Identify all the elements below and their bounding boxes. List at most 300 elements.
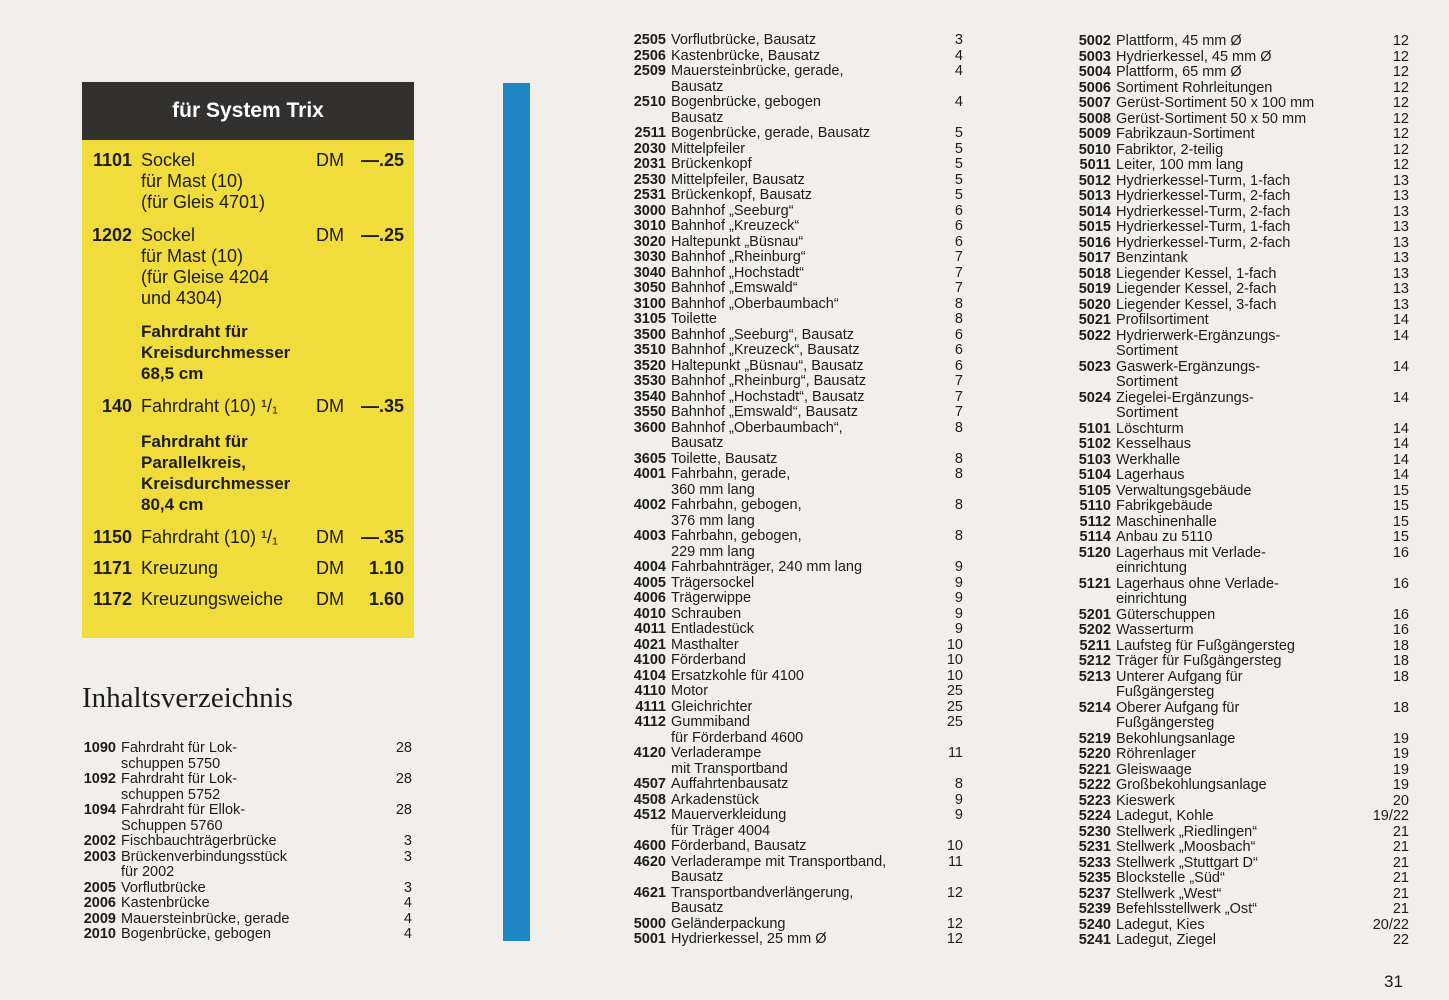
entry-page: 25	[946, 683, 963, 699]
entry-number	[630, 545, 666, 561]
entry-name: Liegender Kessel, 2-fach	[1116, 281, 1277, 297]
currency: DM	[316, 396, 344, 416]
entry-name: Toilette, Bausatz	[671, 450, 778, 467]
entry-number	[1075, 716, 1111, 732]
index-entry	[1075, 654, 1409, 670]
entry-page: 13	[1392, 188, 1409, 204]
entry-name: Masthalter	[671, 636, 739, 653]
entry-page: 19	[1392, 761, 1409, 778]
entry-name: Bahnhof „Hochstadt“	[671, 264, 804, 281]
entry-page: 5	[954, 187, 963, 203]
entry-number: 5007	[1078, 95, 1111, 111]
entry-page: 5	[954, 171, 963, 188]
entry-name: Gerüst-Sortiment 50 x 50 mm	[1116, 110, 1307, 127]
entry-name: Liegender Kessel, 1-fach	[1116, 265, 1277, 282]
entry-page: 25	[946, 714, 963, 730]
entry-number	[1075, 685, 1111, 701]
entry-number: 5023	[1078, 358, 1111, 375]
entry-page	[1361, 716, 1409, 732]
index-entry	[1075, 391, 1409, 407]
entry-page: 9	[954, 590, 963, 606]
entry-name: Sortiment	[1116, 374, 1179, 390]
index-entry	[630, 607, 963, 623]
entry-name: Fußgängersteg	[1116, 715, 1215, 731]
entry-name: Bahnhof „Rheinburg“	[671, 249, 806, 265]
entry-page: 8	[954, 497, 963, 513]
entry-number	[1075, 406, 1111, 422]
index-entry	[630, 33, 963, 49]
entry-number: 2010	[83, 926, 116, 942]
entry-page: 8	[954, 528, 963, 544]
entry-number: 3540	[633, 388, 666, 405]
entry-page	[1361, 685, 1409, 701]
entry-page: 7	[954, 373, 963, 389]
index-entry	[630, 700, 963, 716]
index-entry	[1075, 34, 1409, 50]
entry-name: Fabrikgebäude	[1116, 498, 1213, 514]
entry-number: 4512	[633, 807, 666, 823]
item-price: 1.10	[368, 558, 404, 578]
entry-page: 6	[954, 357, 963, 374]
entry-page: 9	[954, 605, 963, 622]
index-entry	[1075, 887, 1409, 903]
index-entry	[630, 204, 963, 220]
entry-name: Benzintank	[1116, 250, 1188, 266]
entry-page: 12	[1392, 157, 1409, 173]
entry-number: 5010	[1078, 141, 1111, 158]
index-entry	[1075, 298, 1409, 314]
entry-name: 360 mm lang	[671, 481, 755, 498]
entry-number: 2531	[633, 187, 666, 203]
entry-number: 3530	[633, 373, 666, 389]
index-entry	[630, 545, 963, 561]
entry-page: 19	[1392, 746, 1409, 762]
entry-page: 10	[946, 667, 963, 684]
index-entry	[82, 927, 412, 943]
entry-name: Bogenbrücke, gebogen	[121, 926, 271, 942]
entry-number: 3050	[633, 280, 666, 296]
index-entry	[82, 819, 412, 835]
entry-page: 7	[954, 249, 963, 265]
entry-name: Mauersteinbrücke, gerade	[121, 910, 290, 927]
entry-number: 4003	[633, 528, 666, 544]
entry-number: 5224	[1078, 808, 1111, 824]
index-entry	[630, 281, 963, 297]
entry-name: 376 mm lang	[671, 512, 755, 529]
entry-page: 11	[947, 745, 963, 761]
entry-number: 4005	[633, 574, 666, 591]
index-entry	[1075, 127, 1409, 143]
entry-page: 12	[1392, 110, 1409, 127]
entry-number: 5017	[1078, 250, 1111, 266]
entry-name: Toilette	[671, 311, 717, 327]
index-entry	[82, 803, 412, 819]
index-entry	[630, 374, 963, 390]
entry-number: 4011	[634, 621, 666, 637]
entry-name: Bahnhof „Rheinburg“, Bausatz	[671, 373, 867, 389]
entry-page: 9	[954, 807, 963, 823]
entry-number: 5020	[1078, 296, 1111, 313]
index-entry	[1075, 825, 1409, 841]
index-entry	[630, 452, 963, 468]
index-entry	[1075, 763, 1409, 779]
entry-name: Gerüst-Sortiment 50 x 100 mm	[1116, 95, 1315, 111]
index-entry	[82, 896, 412, 912]
entry-page: 8	[954, 295, 963, 312]
item-price: —.35	[360, 527, 404, 547]
entry-page: 8	[954, 466, 963, 482]
entry-number: 5239	[1078, 901, 1111, 917]
entry-number: 4600	[633, 838, 666, 854]
entry-name: Bahnhof „Kreuzeck“, Bausatz	[671, 342, 860, 358]
trix-item-1150	[82, 527, 404, 548]
entry-page: 8	[954, 419, 963, 436]
entry-name: Bahnhof „Emswald“	[671, 280, 798, 296]
entry-number: 2006	[83, 895, 116, 911]
index-entry	[630, 731, 963, 747]
entry-name: Anbau zu 5110	[1116, 529, 1213, 545]
entry-number: 2510	[633, 94, 666, 110]
index-entry	[1075, 499, 1409, 515]
entry-page	[929, 731, 963, 747]
item-number: 1172	[92, 589, 132, 609]
index-entry	[630, 142, 963, 158]
item-name: Kreuzung	[141, 558, 219, 578]
index-entry	[630, 467, 963, 483]
entry-name: einrichtung	[1116, 560, 1187, 576]
index-entry	[1075, 360, 1409, 376]
entry-page: 20	[1392, 792, 1409, 809]
index-entry	[630, 808, 963, 824]
entry-number: 5014	[1078, 203, 1111, 220]
item-detail: für Mast (10)	[141, 171, 244, 191]
entry-name: Förderband, Bausatz	[671, 838, 807, 854]
index-entry	[82, 788, 412, 804]
entry-name: Ersatzkohle für 4100	[671, 667, 804, 684]
entry-number: 5105	[1078, 482, 1111, 499]
entry-name: Auffahrtenbausatz	[671, 776, 789, 792]
entry-page: 10	[946, 838, 963, 854]
entry-page: 4	[403, 895, 412, 911]
trix-header: für System Trix	[82, 82, 414, 140]
entry-number: 5019	[1078, 281, 1111, 297]
entry-name: Fahrbahn, gerade,	[671, 466, 791, 482]
entry-name: Unterer Aufgang für	[1116, 668, 1243, 685]
entry-page: 15	[1392, 513, 1409, 530]
entry-name: Gummiband	[671, 714, 750, 730]
entry-number: 3010	[633, 218, 666, 234]
index-entry	[630, 266, 963, 282]
index-entry	[1075, 81, 1409, 97]
entry-number	[630, 731, 666, 747]
index-entry	[630, 917, 963, 933]
entry-page: 12	[1392, 33, 1409, 49]
entry-name: Bausatz	[671, 869, 724, 885]
entry-number: 2509	[633, 63, 666, 79]
entry-page: 14	[1392, 312, 1409, 328]
entry-page: 21	[1392, 823, 1409, 840]
index-entry	[1075, 871, 1409, 887]
entry-name: Hydrierwerk-Ergänzungs-	[1116, 327, 1281, 344]
index-entry	[630, 638, 963, 654]
index-entry	[1075, 840, 1409, 856]
index-column-3	[1075, 34, 1409, 949]
entry-name: Stellwerk „Moosbach“	[1116, 839, 1256, 855]
entry-page: 4	[954, 47, 963, 64]
entry-page: 10	[946, 636, 963, 653]
index-entry	[630, 839, 963, 855]
entry-page: 14	[1392, 436, 1409, 452]
index-entry	[1075, 329, 1409, 345]
entry-page: 7	[954, 404, 963, 420]
entry-number: 4021	[633, 636, 666, 653]
entry-name: Förderband	[671, 652, 746, 668]
index-entry	[630, 777, 963, 793]
index-entry	[630, 235, 963, 251]
item-detail: (für Gleise 4204	[141, 267, 270, 287]
index-entry	[630, 653, 963, 669]
index-entry	[630, 483, 963, 499]
entry-number	[82, 757, 116, 773]
entry-number: 5021	[1078, 312, 1111, 328]
entry-page: 18	[1392, 637, 1409, 654]
entry-page: 6	[954, 342, 963, 358]
entry-page: 19/22	[1372, 808, 1409, 824]
entry-page: 11	[947, 853, 963, 870]
index-entry	[630, 390, 963, 406]
entry-page: 13	[1392, 296, 1409, 313]
entry-name: Hydrierkessel, 45 mm Ø	[1116, 48, 1272, 65]
index-entry	[1075, 670, 1409, 686]
index-entry	[1075, 592, 1409, 608]
entry-name: Brückenverbindungsstück	[121, 848, 288, 865]
entry-page: 12	[946, 884, 963, 901]
currency: DM	[316, 225, 344, 245]
entry-page	[929, 824, 963, 840]
entry-number: 3510	[633, 342, 666, 358]
entry-page	[1361, 561, 1409, 577]
entry-name: Sortiment	[1116, 343, 1179, 359]
index-entry	[630, 498, 963, 514]
entry-page	[929, 901, 963, 917]
entry-name: Verladerampe mit Transportband,	[671, 853, 887, 870]
entry-number	[82, 788, 116, 804]
index-entry	[1075, 546, 1409, 562]
entry-name: Stellwerk „West“	[1116, 885, 1222, 902]
currency: DM	[316, 527, 344, 547]
entry-page	[1361, 592, 1409, 608]
entry-number: 5221	[1078, 761, 1111, 778]
entry-name: Fahrbahnträger, 240 mm lang	[671, 559, 863, 575]
entry-name: Fußgängersteg	[1116, 684, 1215, 700]
trix-item-140	[82, 396, 404, 417]
index-entry	[1075, 96, 1409, 112]
entry-number: 5220	[1078, 746, 1111, 762]
entry-page: 10	[946, 652, 963, 668]
entry-number: 5235	[1078, 870, 1111, 886]
entry-number	[630, 870, 666, 886]
item-detail: und 4304)	[141, 288, 223, 308]
entry-number: 4112	[634, 714, 666, 730]
entry-name: Fabrikzaun-Sortiment	[1116, 126, 1255, 142]
entry-page: 6	[954, 202, 963, 219]
entry-name: schuppen 5752	[121, 786, 221, 803]
entry-number: 5015	[1078, 219, 1111, 235]
entry-page: 9	[954, 621, 963, 637]
entry-page	[929, 111, 963, 127]
entry-number: 4004	[633, 559, 666, 575]
entry-name: Bahnhof „Hochstadt“, Bausatz	[671, 388, 865, 405]
entry-page: 5	[954, 140, 963, 157]
entry-page: 20/22	[1372, 916, 1409, 933]
entry-name: Hydrierkessel-Turm, 1-fach	[1116, 172, 1291, 189]
entry-name: Befehlsstellwerk „Ost“	[1116, 901, 1258, 917]
index-entry	[630, 111, 963, 127]
entry-name: Röhrenlager	[1116, 746, 1196, 762]
entry-page: 12	[1392, 79, 1409, 96]
entry-page: 28	[395, 802, 412, 818]
index-entry	[1075, 344, 1409, 360]
index-title: Inhaltsverzeichnis	[82, 682, 293, 714]
entry-name: Haltepunkt „Büsnau“, Bausatz	[671, 357, 864, 374]
entry-number: 5002	[1078, 33, 1111, 49]
entry-name: Transportbandverlängerung,	[671, 884, 854, 901]
entry-number: 5003	[1078, 48, 1111, 65]
index-entry	[1075, 189, 1409, 205]
index-entry	[1075, 158, 1409, 174]
index-entry	[1075, 251, 1409, 267]
index-entry	[1075, 313, 1409, 329]
entry-name: Bausatz	[671, 900, 724, 916]
entry-page: 14	[1392, 327, 1409, 344]
index-entry	[630, 188, 963, 204]
entry-name: 229 mm lang	[671, 543, 755, 560]
entry-page: 13	[1392, 172, 1409, 189]
entry-name: Gleiswaage	[1116, 761, 1192, 778]
index-entry	[630, 173, 963, 189]
entry-number: 5114	[1079, 529, 1111, 545]
item-number: 1101	[92, 150, 132, 170]
entry-page	[929, 80, 963, 96]
entry-page: 14	[1392, 467, 1409, 483]
entry-number: 4100	[633, 652, 666, 668]
index-entry	[1075, 143, 1409, 159]
index-entry	[1075, 794, 1409, 810]
entry-number: 5222	[1078, 777, 1111, 793]
index-entry	[1075, 685, 1409, 701]
entry-number: 2031	[633, 156, 666, 172]
entry-number: 4120	[633, 745, 666, 761]
index-entry	[1075, 732, 1409, 748]
entry-name: Sortiment Rohrleitungen	[1116, 79, 1273, 96]
index-entry	[630, 560, 963, 576]
entry-page	[1361, 344, 1409, 360]
entry-name: Motor	[671, 683, 709, 699]
entry-page: 14	[1392, 358, 1409, 375]
entry-number: 5104	[1078, 467, 1111, 483]
index-entry	[1075, 453, 1409, 469]
entry-page: 3	[403, 879, 412, 896]
entry-page: 15	[1392, 529, 1409, 545]
entry-page: 4	[403, 926, 412, 942]
entry-name: Fischbauchträgerbrücke	[121, 833, 277, 849]
index-entry	[630, 343, 963, 359]
trix-item-1171	[82, 558, 404, 579]
index-entry	[1075, 809, 1409, 825]
entry-name: Stellwerk „Stuttgart D“	[1116, 854, 1258, 871]
entry-page: 13	[1392, 219, 1409, 235]
index-column-1	[82, 741, 412, 943]
entry-number: 1094	[83, 802, 116, 818]
entry-page: 18	[1392, 653, 1409, 669]
entry-page	[929, 762, 963, 778]
entry-number: 2506	[633, 47, 666, 64]
entry-number: 2030	[633, 140, 666, 157]
index-entry	[630, 932, 963, 948]
entry-number: 5110	[1079, 498, 1111, 514]
entry-page	[1361, 406, 1409, 422]
entry-name: Mittelpfeiler	[671, 140, 746, 157]
entry-name: Lagerhaus mit Verlade-	[1116, 544, 1266, 561]
entry-page	[1361, 375, 1409, 391]
entry-page: 28	[395, 771, 412, 787]
entry-number: 3520	[633, 357, 666, 374]
entry-name: Geländerpackung	[671, 915, 786, 932]
entry-name: für Träger 4004	[671, 822, 771, 839]
trix-body	[82, 140, 414, 610]
index-entry	[630, 576, 963, 592]
entry-number	[1075, 375, 1111, 391]
entry-name: Kesselhaus	[1116, 436, 1191, 452]
index-entry	[630, 622, 963, 638]
index-entry	[82, 865, 412, 881]
entry-page	[929, 483, 963, 499]
entry-number: 5001	[633, 931, 666, 947]
entry-page	[929, 436, 963, 452]
entry-number: 3100	[633, 295, 666, 312]
entry-number: 5102	[1078, 436, 1111, 452]
item-number: 1202	[91, 225, 132, 245]
entry-name: Lagerhaus	[1116, 467, 1185, 483]
index-entry	[630, 250, 963, 266]
index-entry	[1075, 422, 1409, 438]
index-entry	[1075, 933, 1409, 949]
entry-page: 21	[1392, 839, 1409, 855]
entry-number: 5211	[1079, 637, 1111, 654]
entry-number: 5022	[1078, 327, 1111, 344]
entry-page	[376, 865, 412, 881]
entry-page	[376, 819, 412, 835]
entry-number: 4508	[633, 791, 666, 808]
index-entry	[1075, 406, 1409, 422]
entry-number	[82, 865, 116, 881]
entry-page: 12	[1392, 95, 1409, 111]
entry-page: 7	[954, 280, 963, 296]
entry-name: Fabriktor, 2-teilig	[1116, 141, 1224, 158]
entry-page	[929, 545, 963, 561]
currency: DM	[316, 558, 344, 578]
entry-number	[630, 80, 666, 96]
entry-name: Bahnhof „Seeburg“, Bausatz	[671, 326, 854, 343]
item-detail: (für Gleis 4701)	[141, 192, 266, 212]
entry-name: Mittelpfeiler, Bausatz	[671, 171, 805, 188]
index-entry	[82, 741, 412, 757]
trix-item-1172	[82, 589, 404, 610]
index-entry	[1075, 484, 1409, 500]
entry-name: Bahnhof „Kreuzeck“	[671, 218, 800, 234]
entry-name: Gleichrichter	[671, 698, 753, 715]
entry-page: 7	[954, 388, 963, 405]
